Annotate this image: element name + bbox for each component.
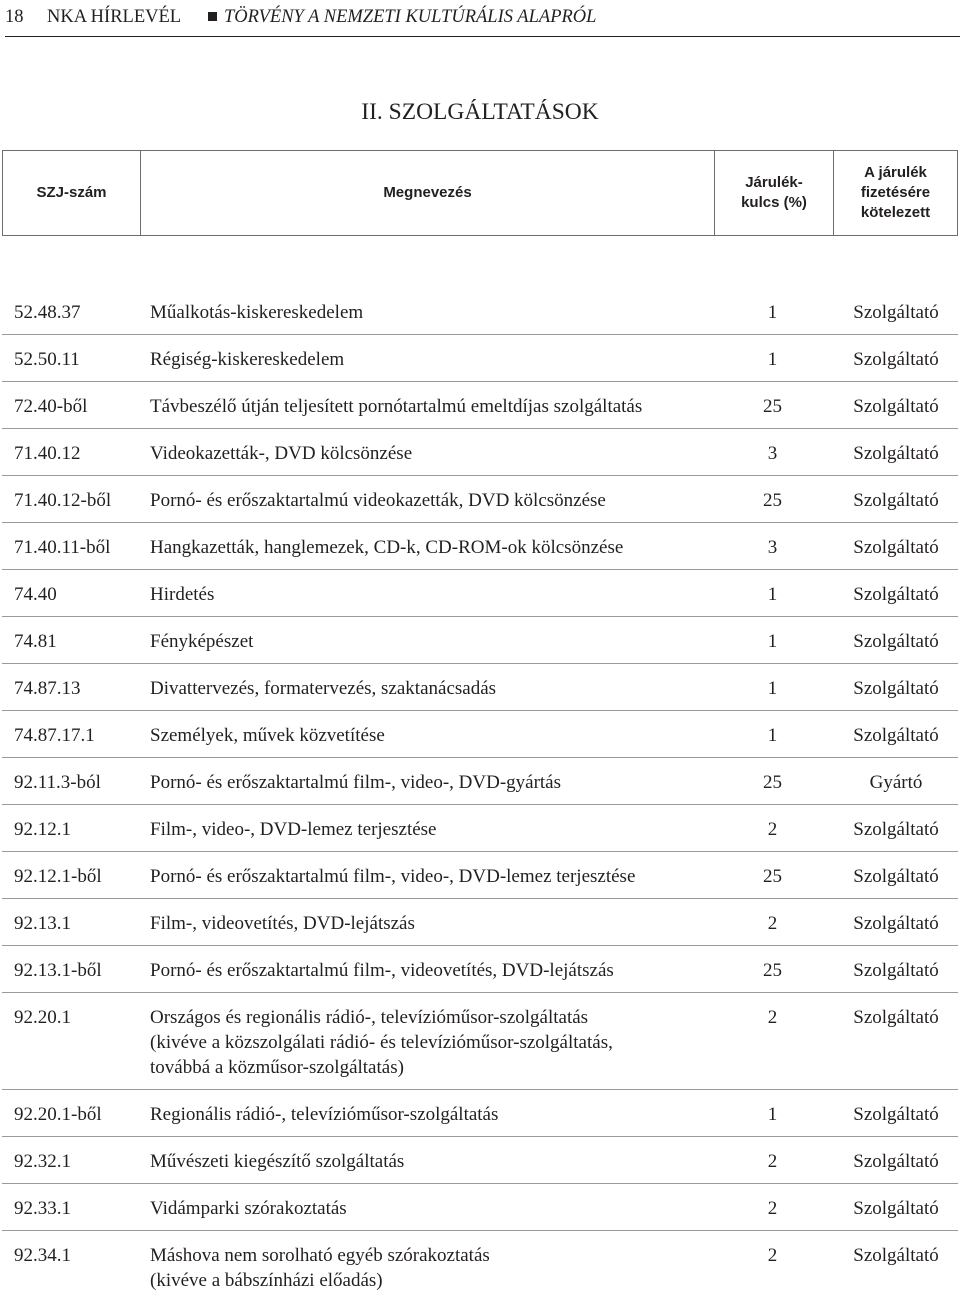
- row-divider: [2, 804, 958, 805]
- row-code: 92.11.3-ból: [14, 772, 101, 793]
- row-rate: 1: [767, 302, 778, 323]
- row-payer: Szolgáltató: [853, 443, 939, 464]
- row-payer: Szolgáltató: [853, 1104, 939, 1125]
- row-code: 92.12.1-ből: [14, 866, 102, 887]
- row-payer: Szolgáltató: [853, 349, 939, 370]
- row-rate: 2: [767, 1245, 778, 1266]
- row-name: Műalkotás-kiskereskedelem: [150, 302, 364, 323]
- row-divider: [2, 757, 958, 758]
- row-payer: Szolgáltató: [853, 725, 939, 746]
- row-name: Film-, video-, DVD-lemez terjesztése: [150, 819, 437, 840]
- row-payer: Szolgáltató: [853, 866, 939, 887]
- row-rate: 3: [767, 443, 778, 464]
- row-name: Pornó- és erőszaktartalmú film-, video-, DVD-gyártás: [150, 772, 562, 793]
- row-divider: [2, 475, 958, 476]
- row-code: 92.13.1-ből: [14, 960, 102, 981]
- row-divider: [2, 522, 958, 523]
- row-payer: Szolgáltató: [853, 302, 939, 323]
- row-payer: Szolgáltató: [853, 396, 939, 417]
- row-name: Videokazetták-, DVD kölcsönzése: [150, 443, 413, 464]
- row-payer: Szolgáltató: [853, 1198, 939, 1219]
- row-name: Pornó- és erőszaktartalmú film-, videovetítés, DVD-lejátszás: [150, 960, 614, 981]
- row-rate: 1: [767, 725, 778, 746]
- row-divider: [2, 945, 958, 946]
- row-code: 92.34.1: [14, 1245, 71, 1266]
- row-divider: [2, 663, 958, 664]
- row-payer: Szolgáltató: [853, 819, 939, 840]
- row-payer: Szolgáltató: [853, 490, 939, 511]
- running-header: [5, 4, 960, 30]
- row-rate: 1: [767, 631, 778, 652]
- row-name: Távbeszélő útján teljesített pornótartalmú emeltdíjas szolgáltatás: [150, 396, 643, 417]
- page-number: 18: [5, 7, 24, 27]
- row-divider: [2, 616, 958, 617]
- row-name: Hirdetés: [150, 584, 215, 605]
- row-payer: Szolgáltató: [853, 913, 939, 934]
- row-rate: 25: [763, 772, 782, 793]
- row-code: 92.13.1: [14, 913, 71, 934]
- row-payer: Szolgáltató: [853, 1007, 939, 1028]
- row-rate: 2: [767, 1198, 778, 1219]
- row-rate: 1: [767, 678, 778, 699]
- row-payer: Szolgáltató: [853, 537, 939, 558]
- row-payer: Szolgáltató: [853, 584, 939, 605]
- row-name: Pornó- és erőszaktartalmú film-, video-, DVD-lemez terjesztése: [150, 866, 636, 887]
- row-code: 52.48.37: [14, 302, 81, 323]
- column-header-code: SZJ-szám: [36, 184, 107, 201]
- publication-name: NKA HÍRLEVÉL: [47, 7, 182, 27]
- column-header-rate: Járulék- kulcs (%): [714, 151, 833, 235]
- row-name: Országos és regionális rádió-, televízióműsor-szolgáltatás (kivéve a közszolgálati rádió- és televízióműsor-szolgáltatás, továbbá a közműsor-szolgáltatás): [150, 1007, 613, 1078]
- row-name: Film-, videovetítés, DVD-lejátszás: [150, 913, 415, 934]
- row-code: 74.81: [14, 631, 57, 652]
- row-divider: [2, 1230, 958, 1231]
- row-payer: Szolgáltató: [853, 1151, 939, 1172]
- row-rate: 1: [767, 584, 778, 605]
- row-divider: [2, 992, 958, 993]
- row-rate: 2: [767, 913, 778, 934]
- row-name: Divattervezés, formatervezés, szaktanácsadás: [150, 678, 497, 699]
- row-code: 72.40-ből: [14, 396, 88, 417]
- document-title: TÖRVÉNY A NEMZETI KULTÚRÁLIS ALAPRÓL: [224, 7, 597, 27]
- row-name: Máshova nem sorolható egyéb szórakoztatás (kivéve a bábszínházi előadás): [150, 1245, 490, 1291]
- row-divider: [2, 569, 958, 570]
- row-payer: Gyártó: [869, 772, 923, 793]
- row-name: Pornó- és erőszaktartalmú videokazetták, DVD kölcsönzése: [150, 490, 606, 511]
- column-header-name: Megnevezés: [140, 151, 714, 235]
- row-divider: [2, 898, 958, 899]
- row-rate: 3: [767, 537, 778, 558]
- row-name: Művészeti kiegészítő szolgáltatás: [150, 1151, 405, 1172]
- row-payer: Szolgáltató: [853, 1245, 939, 1266]
- row-code: 92.20.1-ből: [14, 1104, 102, 1125]
- row-code: 92.33.1: [14, 1198, 71, 1219]
- section-title: II. SZOLGÁLTATÁSOK: [361, 99, 599, 125]
- row-rate: 2: [767, 1151, 778, 1172]
- row-divider: [2, 334, 958, 335]
- row-code: 74.40: [14, 584, 57, 605]
- table-header: [2, 150, 958, 236]
- column-header-payer: A járulék fizetésére kötelezett: [833, 151, 957, 235]
- row-name: Fényképészet: [150, 631, 254, 652]
- row-code: 92.32.1: [14, 1151, 71, 1172]
- row-name: Személyek, művek közvetítése: [150, 725, 385, 746]
- square-bullet-icon: [208, 12, 217, 21]
- row-divider: [2, 1089, 958, 1090]
- row-rate: 1: [767, 349, 778, 370]
- row-divider: [2, 1136, 958, 1137]
- row-divider: [2, 851, 958, 852]
- row-code: 74.87.17.1: [14, 725, 95, 746]
- row-code: 52.50.11: [14, 349, 80, 370]
- row-rate: 25: [763, 866, 782, 887]
- row-code: 71.40.12: [14, 443, 81, 464]
- row-rate: 1: [767, 1104, 778, 1125]
- row-name: Hangkazetták, hanglemezek, CD-k, CD-ROM-ok kölcsönzése: [150, 537, 624, 558]
- row-divider: [2, 1183, 958, 1184]
- row-divider: [2, 710, 958, 711]
- row-code: 71.40.11-ből: [14, 537, 111, 558]
- row-rate: 25: [763, 396, 782, 417]
- row-name: Vidámparki szórakoztatás: [150, 1198, 347, 1219]
- row-rate: 2: [767, 1007, 778, 1028]
- row-name: Régiség-kiskereskedelem: [150, 349, 345, 370]
- header-rule: [5, 36, 960, 37]
- row-rate: 25: [763, 490, 782, 511]
- row-payer: Szolgáltató: [853, 678, 939, 699]
- row-divider: [2, 381, 958, 382]
- row-code: 92.12.1: [14, 819, 71, 840]
- row-rate: 25: [763, 960, 782, 981]
- row-name: Regionális rádió-, televízióműsor-szolgáltatás: [150, 1104, 499, 1125]
- row-code: 71.40.12-ből: [14, 490, 112, 511]
- row-payer: Szolgáltató: [853, 960, 939, 981]
- row-divider: [2, 428, 958, 429]
- row-code: 92.20.1: [14, 1007, 71, 1028]
- row-payer: Szolgáltató: [853, 631, 939, 652]
- row-code: 74.87.13: [14, 678, 81, 699]
- row-rate: 2: [767, 819, 778, 840]
